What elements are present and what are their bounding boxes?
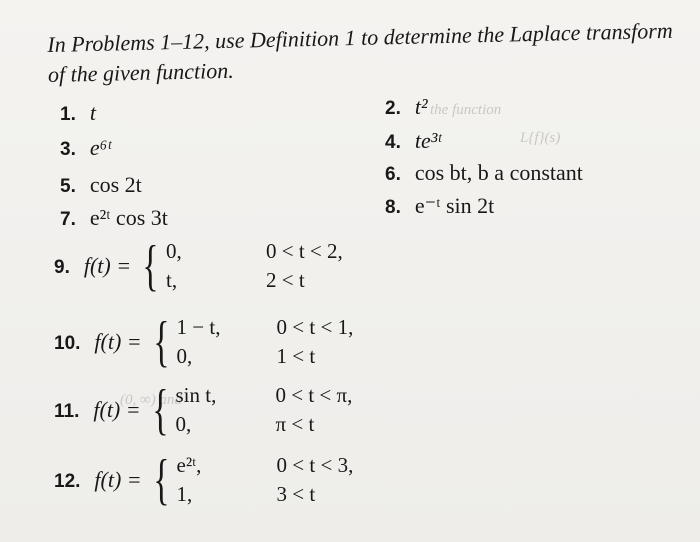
problem-8: 8. e⁻ᵗ sin 2t	[385, 193, 495, 218]
problem-7: 7. e²ᵗ cos 3t	[60, 205, 168, 230]
problem-10: 10. f(t) = { 1 − t, 0 < t < 1, 0, 1 < t	[54, 311, 354, 373]
left-brace: {	[151, 379, 169, 441]
problem-4: 4. te³ᵗ	[385, 128, 442, 153]
left-brace: {	[142, 235, 159, 297]
problem-12: 12. f(t) = { e²ᵗ, 0 < t < 3, 1, 3 < t	[54, 449, 354, 511]
left-brace: {	[153, 449, 170, 511]
cases: e²ᵗ, 0 < t < 3, 1, 3 < t	[176, 453, 354, 506]
problem-3: 3. e⁶ᵗ	[60, 135, 111, 160]
problem-1: 1. t	[60, 100, 96, 125]
left-brace: {	[153, 311, 170, 373]
problem-5: 5. cos 2t	[60, 172, 142, 197]
cases: 1 − t, 0 < t < 1, 0, 1 < t	[176, 315, 354, 368]
problem-9: 9. f(t) = { 0, 0 < t < 2, t, 2 < t	[54, 235, 343, 297]
bleed-through-text: L{f}(s)	[520, 130, 561, 146]
bleed-through-text: the function	[430, 102, 502, 118]
cases: sin t, 0 < t < π, 0, π < t	[175, 383, 353, 436]
problem-2: 2. t²	[385, 94, 428, 119]
problem-11: 11. f(t) = { sin t, 0 < t < π, 0, π < t	[54, 379, 353, 441]
bleed-through-text: (0, ∞) and	[120, 392, 182, 408]
problem-6: 6. cos bt, b a constant	[385, 160, 583, 185]
instructions: In Problems 1–12, use Definition 1 to determine the Laplace transform of the given function.	[47, 17, 673, 87]
cases: 0, 0 < t < 2, t, 2 < t	[165, 239, 343, 292]
